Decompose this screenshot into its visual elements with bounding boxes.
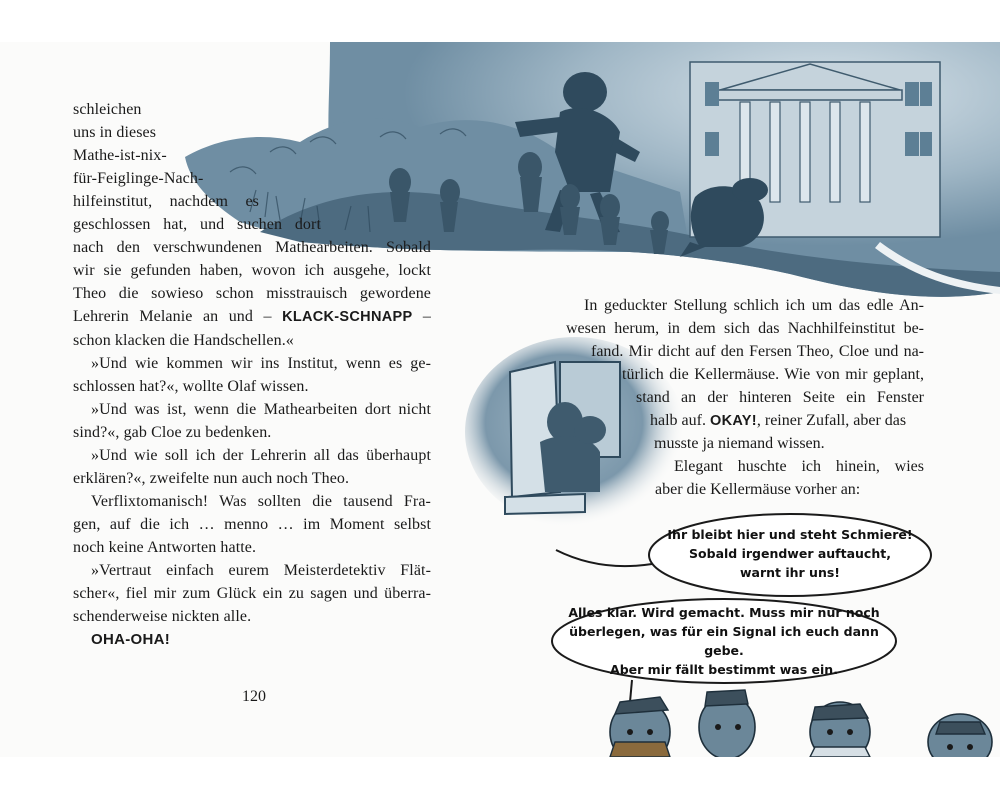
- text-line: fand. Mir dicht auf den Fersen Theo, Cloe und na-: [591, 343, 924, 360]
- text-line: uns in dieses: [73, 124, 157, 141]
- text-line: Mathe-ist-nix-: [73, 147, 167, 164]
- page-number: 120: [242, 688, 266, 705]
- text-line: Theo die sowieso schon misstrauisch gewordene: [73, 285, 431, 302]
- text-line: musste ja niemand wissen.: [654, 435, 825, 452]
- emphasis-klack-schnapp: KLACK-SCHNAPP: [282, 309, 413, 325]
- left-page-text: [73, 98, 431, 651]
- text-line: »Und was ist, wenn die Mathearbeiten dort nicht: [91, 401, 431, 418]
- text-line: »Und wie kommen wir ins Institut, wenn es ge-: [91, 355, 431, 372]
- bottom-margin: [0, 757, 1000, 800]
- text-line: noch keine Antworten hatte.: [73, 539, 257, 556]
- emphasis-okay: OKAY!: [709, 413, 757, 429]
- text-line: »Vertraut einfach eurem Meisterdetektiv Flät-: [91, 562, 431, 579]
- text-line: Elegant huschte ich hinein, wies: [674, 458, 924, 475]
- speech-bubble-2-text: Alles klar. Wird gemacht. Muss mir nur noch überlegen, was für ein Signal ich euch dann gebe. Aber mir fällt bestimmt was ein.: [568, 605, 880, 677]
- text-line: schlossen hat?«, wollte Olaf wissen.: [73, 378, 309, 395]
- text-line: In geduckter Stellung schlich ich um das edle An-: [584, 297, 924, 314]
- text-line: gen, auf die ich … menno … im Moment selbst: [73, 516, 431, 533]
- emphasis-oha-oha: OHA-OHA!: [91, 631, 171, 648]
- text-line: schleichen: [73, 101, 142, 118]
- text-line: schon klacken die Handschellen.«: [73, 332, 294, 349]
- text-line: »Und wie soll ich der Lehrerin all das überhaupt: [91, 447, 431, 464]
- text-line: Lehrerin Melanie an und – KLACK-SCHNAPP –: [73, 308, 432, 325]
- speech-bubble-1-text: Ihr bleibt hier und steht Schmiere! Sobald irgendwer auftaucht, warnt ihr uns!: [667, 527, 913, 580]
- text-line: scher«, fiel mir zum Glück ein zu sagen und überra-: [73, 585, 431, 602]
- text-line: sind?«, gab Cloe zu bedenken.: [73, 424, 272, 441]
- book-spread: [0, 42, 1000, 757]
- text-line: wesen herum, in dem sich das Nachhilfeinstitut be-: [566, 320, 924, 337]
- text-line: geschlossen hat, und suchen dort: [73, 216, 321, 233]
- text-line: für-Feiglinge-Nach-: [73, 170, 204, 187]
- mouse-portraits: [610, 690, 992, 757]
- text-line: halb auf. OKAY!, reiner Zufall, aber das: [650, 412, 907, 429]
- text-line: Verflixtomanisch! Was sollten die tausend Fra-: [91, 493, 431, 510]
- text-line: wir sie gefunden haben, wovon ich ausgehe, lockt: [73, 262, 431, 279]
- top-margin: [0, 0, 1000, 42]
- text-line: hilfeinstitut, nachdem es: [73, 193, 259, 210]
- text-line: erklären?«, zweifelte nun auch noch Theo.: [73, 470, 350, 487]
- text-line: aber die Kellermäuse vorher an:: [655, 481, 861, 498]
- text-line: türlich die Kellermäuse. Wie von mir geplant,: [622, 366, 924, 383]
- text-line: nach den verschwundenen Mathearbeiten. Sobald: [73, 239, 431, 256]
- text-line: stand an der hinteren Seite ein Fenster: [636, 389, 924, 406]
- text-line: schenderweise nickten alle.: [73, 608, 252, 625]
